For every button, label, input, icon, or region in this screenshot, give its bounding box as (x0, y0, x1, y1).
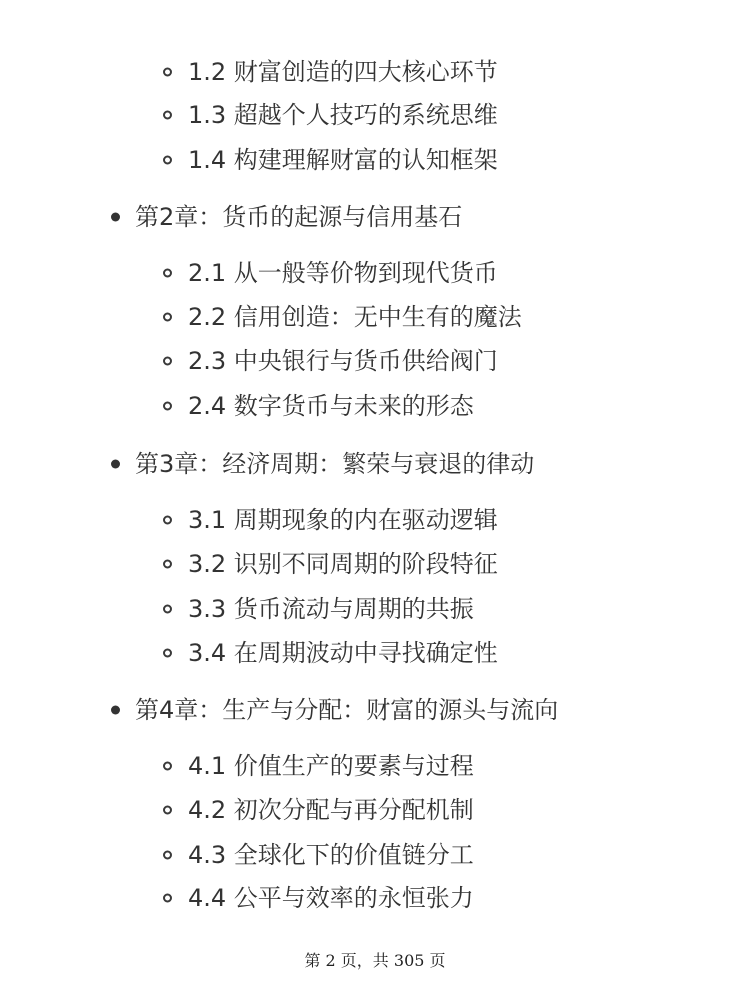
hollow-bullet-icon (163, 269, 172, 278)
filled-bullet-icon (111, 460, 120, 469)
toc-item-text: 4.3 全球化下的价值链分工 (188, 841, 474, 869)
toc-item-text: 2.4 数字货币与未来的形态 (188, 392, 474, 420)
toc-item-text: 1.3 超越个人技巧的系统思维 (188, 101, 498, 129)
hollow-bullet-icon (163, 894, 172, 903)
toc-item-text: 2.1 从一般等价物到现代货币 (188, 259, 498, 287)
toc-chapter-text: 第2章：货币的起源与信用基石 (135, 203, 463, 231)
toc-item-text: 2.2 信用创造：无中生有的魔法 (188, 303, 522, 331)
toc-item-text: 1.2 财富创造的四大核心环节 (188, 58, 498, 86)
toc-item-text: 4.4 公平与效率的永恒张力 (188, 884, 474, 912)
toc-item-text: 4.1 价值生产的要素与过程 (188, 752, 474, 780)
toc-item-text: 3.2 识别不同周期的阶段特征 (188, 550, 498, 578)
filled-bullet-icon (111, 706, 120, 715)
toc-item-text: 1.4 构建理解财富的认知框架 (188, 146, 498, 174)
toc-chapter-text: 第3章：经济周期：繁荣与衰退的律动 (135, 450, 535, 478)
hollow-bullet-icon (163, 560, 172, 569)
toc-item-text: 2.3 中央银行与货币供给阀门 (188, 347, 498, 375)
hollow-bullet-icon (163, 851, 172, 860)
toc-item-text: 3.4 在周期波动中寻找确定性 (188, 639, 498, 667)
toc-item-text: 4.2 初次分配与再分配机制 (188, 796, 474, 824)
toc-item-text: 3.1 周期现象的内在驱动逻辑 (188, 506, 498, 534)
hollow-bullet-icon (163, 806, 172, 815)
hollow-bullet-icon (163, 68, 172, 77)
hollow-bullet-icon (163, 762, 172, 771)
toc-chapter-text: 第4章：生产与分配：财富的源头与流向 (135, 696, 559, 724)
page-footer: 第 2 页，共 305 页 (304, 951, 446, 970)
hollow-bullet-icon (163, 516, 172, 525)
hollow-bullet-icon (163, 402, 172, 411)
toc-item-text: 3.3 货币流动与周期的共振 (188, 595, 474, 623)
hollow-bullet-icon (163, 649, 172, 658)
hollow-bullet-icon (163, 313, 172, 322)
hollow-bullet-icon (163, 357, 172, 366)
hollow-bullet-icon (163, 156, 172, 165)
hollow-bullet-icon (163, 605, 172, 614)
filled-bullet-icon (111, 213, 120, 222)
hollow-bullet-icon (163, 111, 172, 120)
